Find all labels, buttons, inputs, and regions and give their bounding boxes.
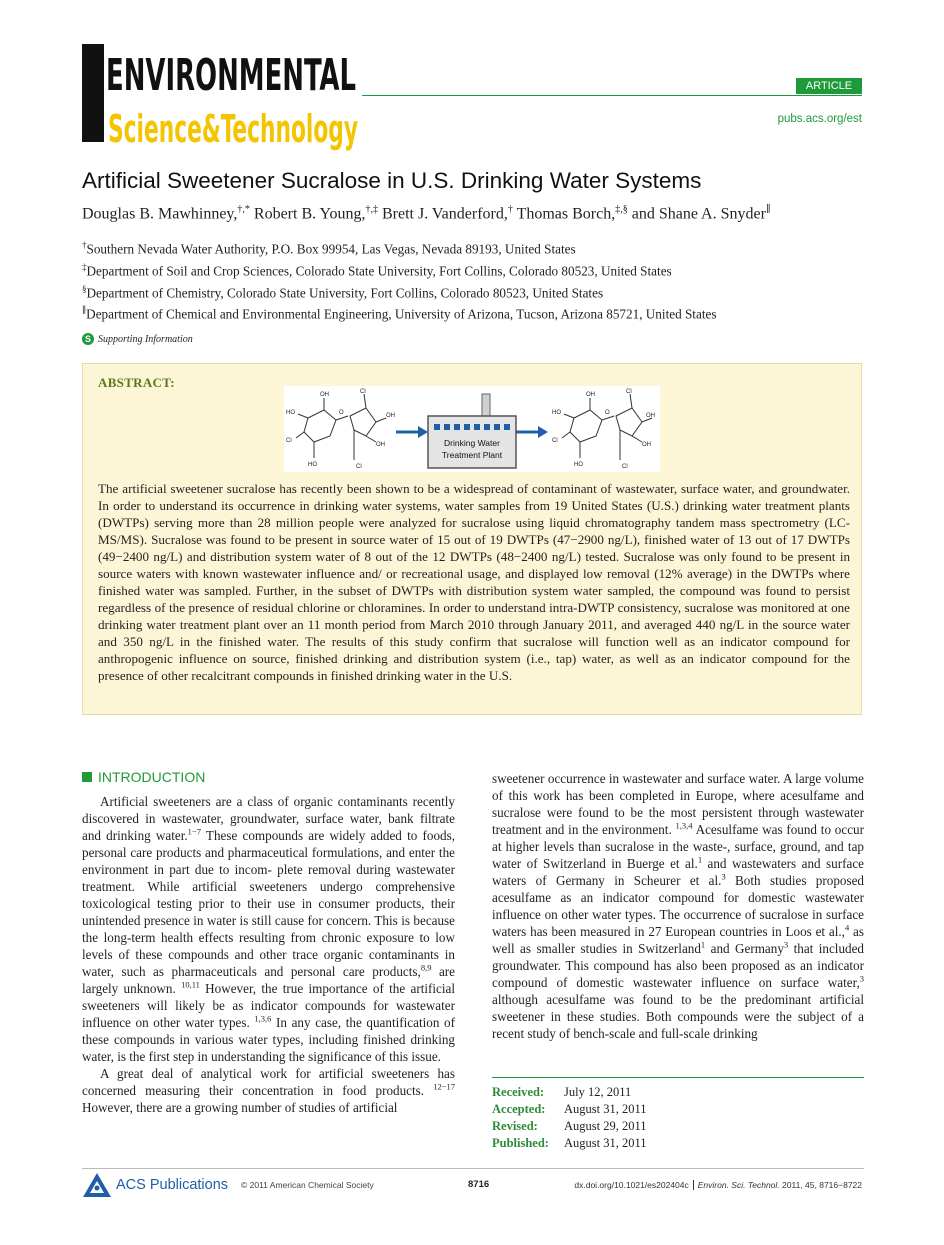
- affiliation-text: Southern Nevada Water Authority, P.O. Box 99954, Las Vegas, Nevada 89193, United States: [86, 241, 576, 257]
- affiliation-mark: ∥: [82, 305, 87, 315]
- logo-text-bottom: Science&Technology: [108, 107, 358, 151]
- paragraph-text: sweetener occurrence in wastewater and surface water. A large volume of this work has been completed in Europe, where acesulfame and sucralose were found to be the most persistent through wastewater treatment and in the environment.: [492, 771, 864, 837]
- plant-stack: [482, 394, 490, 416]
- article-badge: ARTICLE: [796, 78, 862, 94]
- section-square-icon: [82, 772, 92, 782]
- mol-label: HO: [574, 462, 583, 468]
- page-number: 8716: [468, 1179, 490, 1190]
- mol-label: Cl: [626, 389, 632, 395]
- author-mark: †,*: [237, 204, 250, 215]
- mol-label: OH: [386, 413, 395, 419]
- affiliation: [82, 262, 672, 279]
- mol-label: HO: [308, 462, 317, 468]
- paragraph-text: In any case, the quantification of these compounds in various water types, including finished drinking water, is the first step in understanding the significance of this issue.: [82, 1015, 455, 1064]
- affiliation-text: Department of Chemistry, Colorado State University, Fort Collins, Colorado 80523, United States: [86, 285, 604, 301]
- paragraph-text: Acesulfame was found to occur at higher levels than sucralose in the waste-, surface, ground, and tap water of Switzerland in Buerge et al.: [492, 822, 864, 871]
- citation-superscript[interactable]: 3: [859, 973, 864, 984]
- date-row: [492, 1084, 647, 1101]
- author-list: [82, 204, 771, 223]
- date-value: July 12, 2011: [564, 1085, 632, 1099]
- date-value: August 31, 2011: [564, 1102, 647, 1116]
- author-name[interactable]: Douglas B. Mawhinney,: [82, 205, 238, 223]
- mol-label: HO: [286, 410, 295, 416]
- affiliation: [82, 305, 716, 322]
- affiliation-mark: ‡: [82, 262, 87, 272]
- mol-label: Cl: [622, 464, 628, 470]
- footer-rule: [82, 1168, 864, 1169]
- paragraph-text: as well as smaller studies in Switzerland: [492, 924, 864, 956]
- mol-label: Cl: [552, 438, 558, 444]
- toc-graphic: [284, 386, 660, 472]
- journal-logo: [82, 38, 362, 150]
- date-row: [492, 1135, 647, 1152]
- paragraph-text: Both studies proposed acesulfame as an indicator compound for domestic wastewater influence on other water types. The occurrence of sucralose in surface waters has been measured in 27 European countries in Loos et al.,: [492, 873, 864, 939]
- date-value: August 29, 2011: [564, 1119, 647, 1133]
- supporting-info-icon: S: [82, 333, 94, 345]
- paragraph-text: Artificial sweeteners are a class of organic contaminants recently discovered in wastewater, groundwater, surface water, bank filtrate and drinking water.: [82, 794, 455, 843]
- header-rule: [362, 95, 862, 96]
- citation-superscript[interactable]: 1: [700, 939, 706, 950]
- abstract-heading: ABSTRACT:: [98, 375, 175, 390]
- citation-superscript[interactable]: 12−17: [433, 1081, 455, 1092]
- mol-label: O: [605, 410, 610, 416]
- intro-paragraph-3: [492, 770, 864, 1042]
- mol-label: Cl: [286, 438, 292, 444]
- plant-label-1: Drinking Water: [444, 438, 500, 448]
- date-label: Received:: [492, 1085, 545, 1099]
- citation: [574, 1180, 862, 1190]
- intro-paragraph-2: [82, 1065, 455, 1116]
- mol-label: O: [339, 410, 344, 416]
- arrow-out-head: [538, 426, 548, 438]
- mol-label: HO: [552, 410, 561, 416]
- author-name[interactable]: Brett J. Vanderford,: [377, 205, 508, 223]
- body-column-right: [492, 770, 864, 1042]
- arrow-in-head: [418, 426, 428, 438]
- author-mark: †: [507, 204, 513, 215]
- body-column-left: [82, 793, 455, 1116]
- paragraph-text: that included groundwater. This compound has also been proposed as an indicator compound of domestic wastewater influence on surface water,: [492, 941, 864, 990]
- date-row: [492, 1101, 647, 1118]
- author-mark: ∥: [765, 204, 771, 215]
- introduction-heading-label: INTRODUCTION: [98, 769, 206, 785]
- article-dates: [492, 1084, 647, 1152]
- affiliation-text: Department of Chemical and Environmental Engineering, University of Arizona, Tucson, Arizona 85721, United States: [86, 306, 717, 322]
- citation-superscript[interactable]: 1−7: [187, 826, 201, 837]
- affiliation: [82, 284, 603, 301]
- copyright: © 2011 American Chemical Society: [241, 1180, 374, 1190]
- date-label: Revised:: [492, 1119, 538, 1133]
- author-name[interactable]: Thomas Borch,: [512, 205, 616, 223]
- mol-label: OH: [320, 392, 329, 398]
- logo-text-top: ENVIRONMENTAL: [106, 50, 356, 101]
- citation-superscript[interactable]: 4: [844, 922, 850, 933]
- citation-superscript[interactable]: 3: [783, 939, 789, 950]
- paragraph-text: A great deal of analytical work for artificial sweeteners has concerned measuring their concentration in food products.: [82, 1066, 455, 1098]
- supporting-information-link[interactable]: [82, 333, 193, 345]
- date-value: August 31, 2011: [564, 1136, 647, 1150]
- dates-rule: [492, 1077, 864, 1078]
- citation-superscript[interactable]: 10,11: [181, 979, 200, 990]
- plant-label-2: Treatment Plant: [441, 450, 503, 460]
- article-title: Artificial Sweetener Sucralose in U.S. Drinking Water Systems: [82, 168, 702, 193]
- affiliation-mark: §: [82, 284, 87, 294]
- paragraph-text: However, there are a growing number of studies of artificial: [82, 1100, 398, 1115]
- intro-paragraph-1: [82, 793, 455, 1065]
- paragraph-text: although acesulfame was found to be the predominant artificial sweetener in these studies. Both compounds were the subject of a recent study of bench-scale and full-scale drinking: [492, 992, 864, 1041]
- acs-publications-logo[interactable]: [82, 1172, 228, 1198]
- citation-superscript[interactable]: 1: [697, 854, 703, 865]
- mol-label: OH: [646, 413, 655, 419]
- mol-label: Cl: [356, 464, 362, 470]
- supporting-info-label: Supporting Information: [98, 333, 193, 345]
- introduction-heading: [82, 769, 205, 785]
- affiliation-mark: †: [82, 240, 87, 250]
- mol-label: Cl: [360, 389, 366, 395]
- mol-label: OH: [586, 392, 595, 398]
- author-name[interactable]: Robert B. Young,: [249, 205, 366, 223]
- abstract-text: The artificial sweetener sucralose has recently been shown to be a widespread of contaminant of wastewater, surface water, and groundwater. In order to understand its occurrence in drinking water systems, water samples from 19 United States (U.S.) drinking water treatment plants (DWTPs) serving more than 28 million people were analyzed for sucralose using liquid chromatography tandem mass spectrometry (LC-MS/MS). Sucralose was found to be present in source water of 15 out of 19 DWTPs (47−2900 ng/L), finished water of 13 out of 17 DWTPs (49−2400 ng/L) and distribution system water of 8 out of the 12 DWTPs (48−2400 ng/L) tested. Sucralose was only found to be present in source waters with known wastewater influence and/ or recreational usage, and displayed low removal (12% average) in the DWTPs where finished water was sampled. Further, in the subset of DWTPs with distribution system water sampled, the compound was found to persist regardless of the presence of residual chlorine or chloramines. In order to understand intra-DWTP consistency, sucralose was monitored at one drinking water treatment plant over an 11 month period from March 2010 through January 2011, and averaged 440 ng/L in the source water and 350 ng/L in the finished water. The results of this study confirm that sucralose will function well as an indicator compound for anthropogenic influence on source, finished drinking and distribution system (i.e., tap) water, as well as an indicator compound for the presence of other recalcitrant compounds in finished drinking water in the U.S.: [98, 481, 850, 683]
- acs-logo-icon: [82, 1172, 112, 1198]
- acs-publications-label: ACS Publications: [116, 1177, 229, 1193]
- date-label: Published:: [492, 1136, 549, 1150]
- date-row: [492, 1118, 647, 1135]
- paragraph-text: and Germany: [705, 941, 784, 956]
- paragraph-text: are largely unknown.: [82, 964, 456, 996]
- citation-superscript[interactable]: 3: [721, 871, 726, 882]
- author-mark: ‡,§: [615, 204, 628, 215]
- citation-superscript[interactable]: 1,3,4: [675, 820, 693, 831]
- date-label: Accepted:: [492, 1102, 546, 1116]
- author-mark: †,‡: [365, 204, 378, 215]
- citation-superscript[interactable]: 1,3,6: [254, 1013, 272, 1024]
- citation-details: 2011, 45, 8716−8722: [779, 1180, 862, 1190]
- citation-superscript[interactable]: 8,9: [420, 962, 432, 973]
- journal-url-link[interactable]: pubs.acs.org/est: [777, 113, 862, 125]
- sucralose-structure-right: [562, 394, 652, 460]
- author-name[interactable]: and Shane A. Snyder: [627, 205, 766, 223]
- journal-abbrev: Environ. Sci. Technol.: [697, 1180, 780, 1190]
- affiliation-text: Department of Soil and Crop Sciences, Colorado State University, Fort Collins, Colorado 80523, United States: [86, 263, 672, 279]
- paragraph-text: These compounds are widely added to foods, personal care products and pharmaceutical formulations, and enter the environment in part due to incom- plete removal during wastewater treatment. While artificial sweeteners undergo comprehensive toxicological testing prior to their use in consumer products, their unintended presence in water is still cause for concern. This is because the long-term health effects resulting from chronic exposure to low levels of these compounds and other trace organic contaminants in water, such as pharmaceuticals and personal care products,: [82, 828, 455, 979]
- sucralose-structure-left: [296, 394, 386, 460]
- mol-label: OH: [376, 442, 385, 448]
- mol-label: OH: [642, 442, 651, 448]
- doi-link[interactable]: dx.doi.org/10.1021/es202404c: [574, 1180, 689, 1190]
- paragraph-text: and wastewaters and surface waters of Germany in Scheurer et al.: [492, 856, 864, 888]
- paragraph-text: However, the true importance of the artificial sweeteners will likely be as indicator compounds for wastewater influence on other water types.: [82, 981, 456, 1030]
- affiliation: [82, 240, 576, 257]
